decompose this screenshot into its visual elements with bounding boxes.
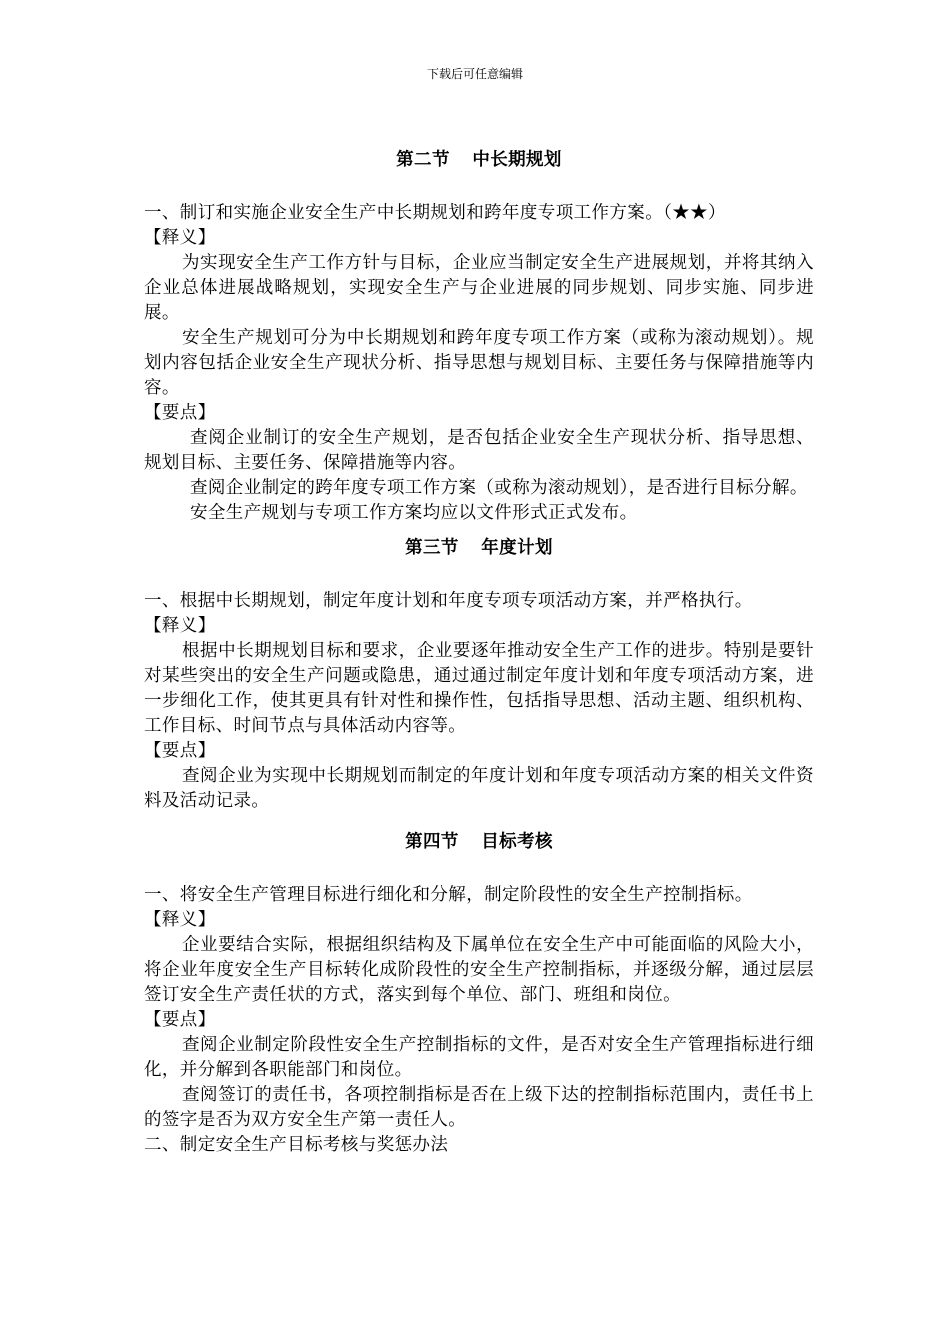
item-heading: 二、制定安全生产目标考核与奖惩办法 xyxy=(144,1135,449,1155)
section-3 xyxy=(144,536,814,814)
section-title: 第三节 年度计划 xyxy=(405,538,553,558)
explain-label: 【释义】 xyxy=(144,228,216,248)
points-paragraph: 查阅企业制订的安全生产规划，是否包括企业安全生产现状分析、指导思想、规划目标、主要任务、保障措施等内容。 xyxy=(144,428,814,473)
section-title: 第四节 目标考核 xyxy=(405,832,553,852)
section-2 xyxy=(144,148,814,526)
explain-label: 【释义】 xyxy=(144,910,216,930)
points-paragraph: 查阅企业制定阶段性安全生产控制指标的文件，是否对安全生产管理指标进行细化，并分解到各职能部门和岗位。 xyxy=(144,1035,814,1080)
item-heading: 一、根据中长期规划，制定年度计划和年度专项专项活动方案，并严格执行。 xyxy=(144,591,753,611)
points-paragraph: 查阅企业为实现中长期规划而制定的年度计划和年度专项活动方案的相关文件资料及活动记录。 xyxy=(144,766,814,811)
explain-label: 【释义】 xyxy=(144,616,216,636)
section-title: 第二节 中长期规划 xyxy=(396,150,562,170)
explain-paragraph: 安全生产规划可分为中长期规划和跨年度专项工作方案（或称为滚动规划）。规划内容包括企业安全生产现状分析、指导思想与规划目标、主要任务与保障措施等内容。 xyxy=(144,328,814,398)
points-label: 【要点】 xyxy=(144,403,216,423)
item-heading: 一、将安全生产管理目标进行细化和分解，制定阶段性的安全生产控制指标。 xyxy=(144,885,753,905)
points-paragraph: 安全生产规划与专项工作方案均应以文件形式正式发布。 xyxy=(190,503,638,523)
header-note: 下载后可任意编辑 xyxy=(426,67,523,81)
item-heading: 一、制订和实施企业安全生产中长期规划和跨年度专项工作方案。（★★） xyxy=(144,203,726,223)
points-label: 【要点】 xyxy=(144,741,216,761)
explain-paragraph: 根据中长期规划目标和要求，企业要逐年推动安全生产工作的进步。特别是要针对某些突出的安全生产问题或隐患，通过通过制定年度计划和年度专项活动方案，进一步细化工作，使其更具有针对性和操作性，包括指导思想、活动主题、组织机构、工作目标、时间节点与具体活动内容等。 xyxy=(144,641,814,736)
points-paragraph: 查阅签订的责任书，各项控制指标是否在上级下达的控制指标范围内，责任书上的签字是否为双方安全生产第一责任人。 xyxy=(144,1085,814,1130)
explain-paragraph: 为实现安全生产工作方针与目标，企业应当制定安全生产进展规划，并将其纳入企业总体进展战略规划，实现安全生产与企业进展的同步规划、同步实施、同步进展。 xyxy=(144,253,814,323)
points-paragraph: 查阅企业制定的跨年度专项工作方案（或称为滚动规划），是否进行目标分解。 xyxy=(190,478,808,498)
explain-paragraph: 企业要结合实际，根据组织结构及下属单位在安全生产中可能面临的风险大小，将企业年度安全生产目标转化成阶段性的安全生产控制指标，并逐级分解，通过层层签订安全生产责任状的方式，落实到每个单位、部门、班组和岗位。 xyxy=(144,935,814,1005)
section-4 xyxy=(144,830,814,1158)
points-label: 【要点】 xyxy=(144,1010,216,1030)
document-body xyxy=(144,148,814,1158)
